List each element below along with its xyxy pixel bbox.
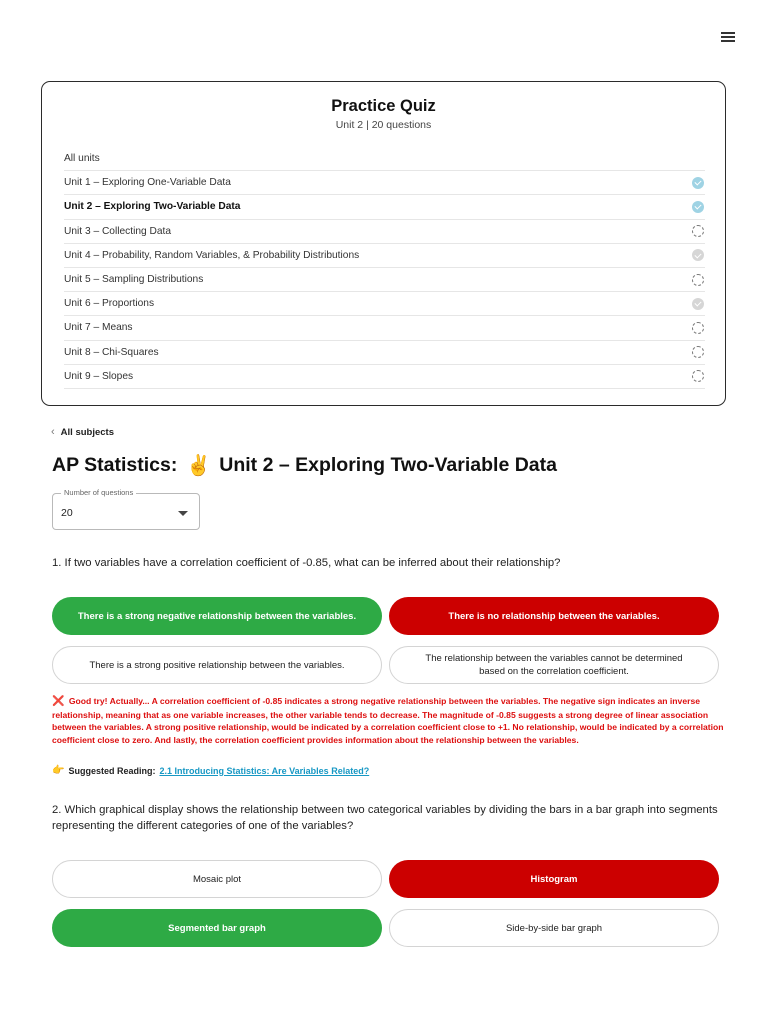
unit-row-5[interactable] (64, 268, 705, 292)
q1-option-b[interactable]: There is no relationship between the variables. (389, 597, 719, 635)
unit-label: Unit 1 – Exploring One-Variable Data (64, 177, 231, 189)
unit-row-6[interactable] (64, 292, 705, 316)
incomplete-circle-icon (692, 225, 704, 237)
unit-label: Unit 4 – Probability, Random Variables, & Probability Distributions (64, 249, 360, 261)
completed-check-icon (692, 298, 704, 310)
q1-option-d[interactable]: The relationship between the variables cannot be determined based on the correlation coefficient. (389, 646, 719, 684)
incomplete-circle-icon (692, 274, 704, 286)
suggested-reading-link[interactable]: 2.1 Introducing Statistics: Are Variables Related? (159, 765, 370, 776)
incomplete-circle-icon (692, 346, 704, 358)
number-of-questions-select[interactable] (52, 488, 200, 530)
unit-row-all[interactable] (64, 147, 705, 171)
all-subjects-label: All subjects (60, 426, 114, 438)
practice-quiz-card (41, 81, 726, 406)
all-units-label: All units (64, 153, 100, 165)
completed-check-icon (692, 177, 704, 189)
unit-label: Unit 6 – Proportions (64, 298, 155, 310)
q1-option-c[interactable]: There is a strong positive relationship between the variables. (52, 646, 382, 684)
q2-option-b[interactable]: Histogram (389, 860, 719, 898)
question-1-text: 1. If two variables have a correlation coefficient of -0.85, what can be inferred about their relationship? (52, 557, 561, 569)
question-2-text: 2. Which graphical display shows the relationship between two categorical variables by dividing the bars in a bar graph into segments representing the different categories of one of the variables? (52, 804, 718, 832)
q1-option-a[interactable]: There is a strong negative relationship between the variables. (52, 597, 382, 635)
x-mark-icon: ❌ (52, 696, 65, 707)
incomplete-circle-icon (692, 322, 704, 334)
unit-row-2[interactable] (64, 195, 705, 219)
q2-option-a[interactable]: Mosaic plot (52, 860, 382, 898)
unit-row-8[interactable] (64, 341, 705, 365)
completed-check-icon (692, 201, 704, 213)
unit-label: Unit 9 – Slopes (64, 370, 134, 382)
q2-option-c[interactable]: Segmented bar graph (52, 909, 382, 947)
caret-down-icon (178, 511, 188, 516)
unit-row-9[interactable] (64, 365, 705, 389)
unit-label: Unit 2 – Exploring Two-Variable Data (64, 201, 241, 213)
unit-row-7[interactable] (64, 316, 705, 340)
unit-row-4[interactable] (64, 244, 705, 268)
victory-hand-icon: ✌️ (186, 455, 212, 477)
q2-option-d[interactable]: Side-by-side bar graph (389, 909, 719, 947)
hamburger-menu-icon[interactable] (718, 29, 738, 45)
q1-feedback-text: Good try! Actually... A correlation coefficient of -0.85 indicates a strong negative relationship between the variables. The negative sign indicates an inverse relationship, meaning that as one variable increases, the other variable tends to decrease. The magnitude of -0.85 suggests a strong degree of linear association between the variables. A strong positive relationship, would be indicated by a correlation coefficient close to +1. No relationship, would be indicated by a correlation coefficient close to zero. And lastly, the correlation coefficient provides information about the relationship between the variables. (52, 696, 724, 745)
unit-row-3[interactable] (64, 220, 705, 244)
quiz-subtitle: Unit 2 | 20 questions (335, 119, 432, 131)
page-title-prefix: AP Statistics: (52, 454, 178, 476)
chevron-left-icon: ‹ (51, 426, 55, 438)
unit-row-1[interactable] (64, 171, 705, 195)
select-value: 20 (61, 507, 73, 519)
page-title (52, 453, 557, 478)
quiz-title: Practice Quiz (331, 97, 436, 115)
q1-feedback (52, 695, 724, 746)
completed-check-icon (692, 249, 704, 261)
all-subjects-link[interactable] (51, 426, 114, 438)
q1-suggested-reading (52, 765, 369, 776)
suggested-reading-label: Suggested Reading: (68, 765, 156, 776)
pointing-hand-icon: 👉 (52, 765, 65, 776)
unit-list (64, 147, 705, 389)
unit-label: Unit 5 – Sampling Distributions (64, 274, 204, 286)
unit-label: Unit 3 – Collecting Data (64, 225, 172, 237)
incomplete-circle-icon (692, 370, 704, 382)
select-legend: Number of questions (61, 488, 136, 497)
page-title-suffix: Unit 2 – Exploring Two-Variable Data (219, 454, 557, 476)
unit-label: Unit 8 – Chi-Squares (64, 346, 159, 358)
unit-label: Unit 7 – Means (64, 322, 133, 334)
